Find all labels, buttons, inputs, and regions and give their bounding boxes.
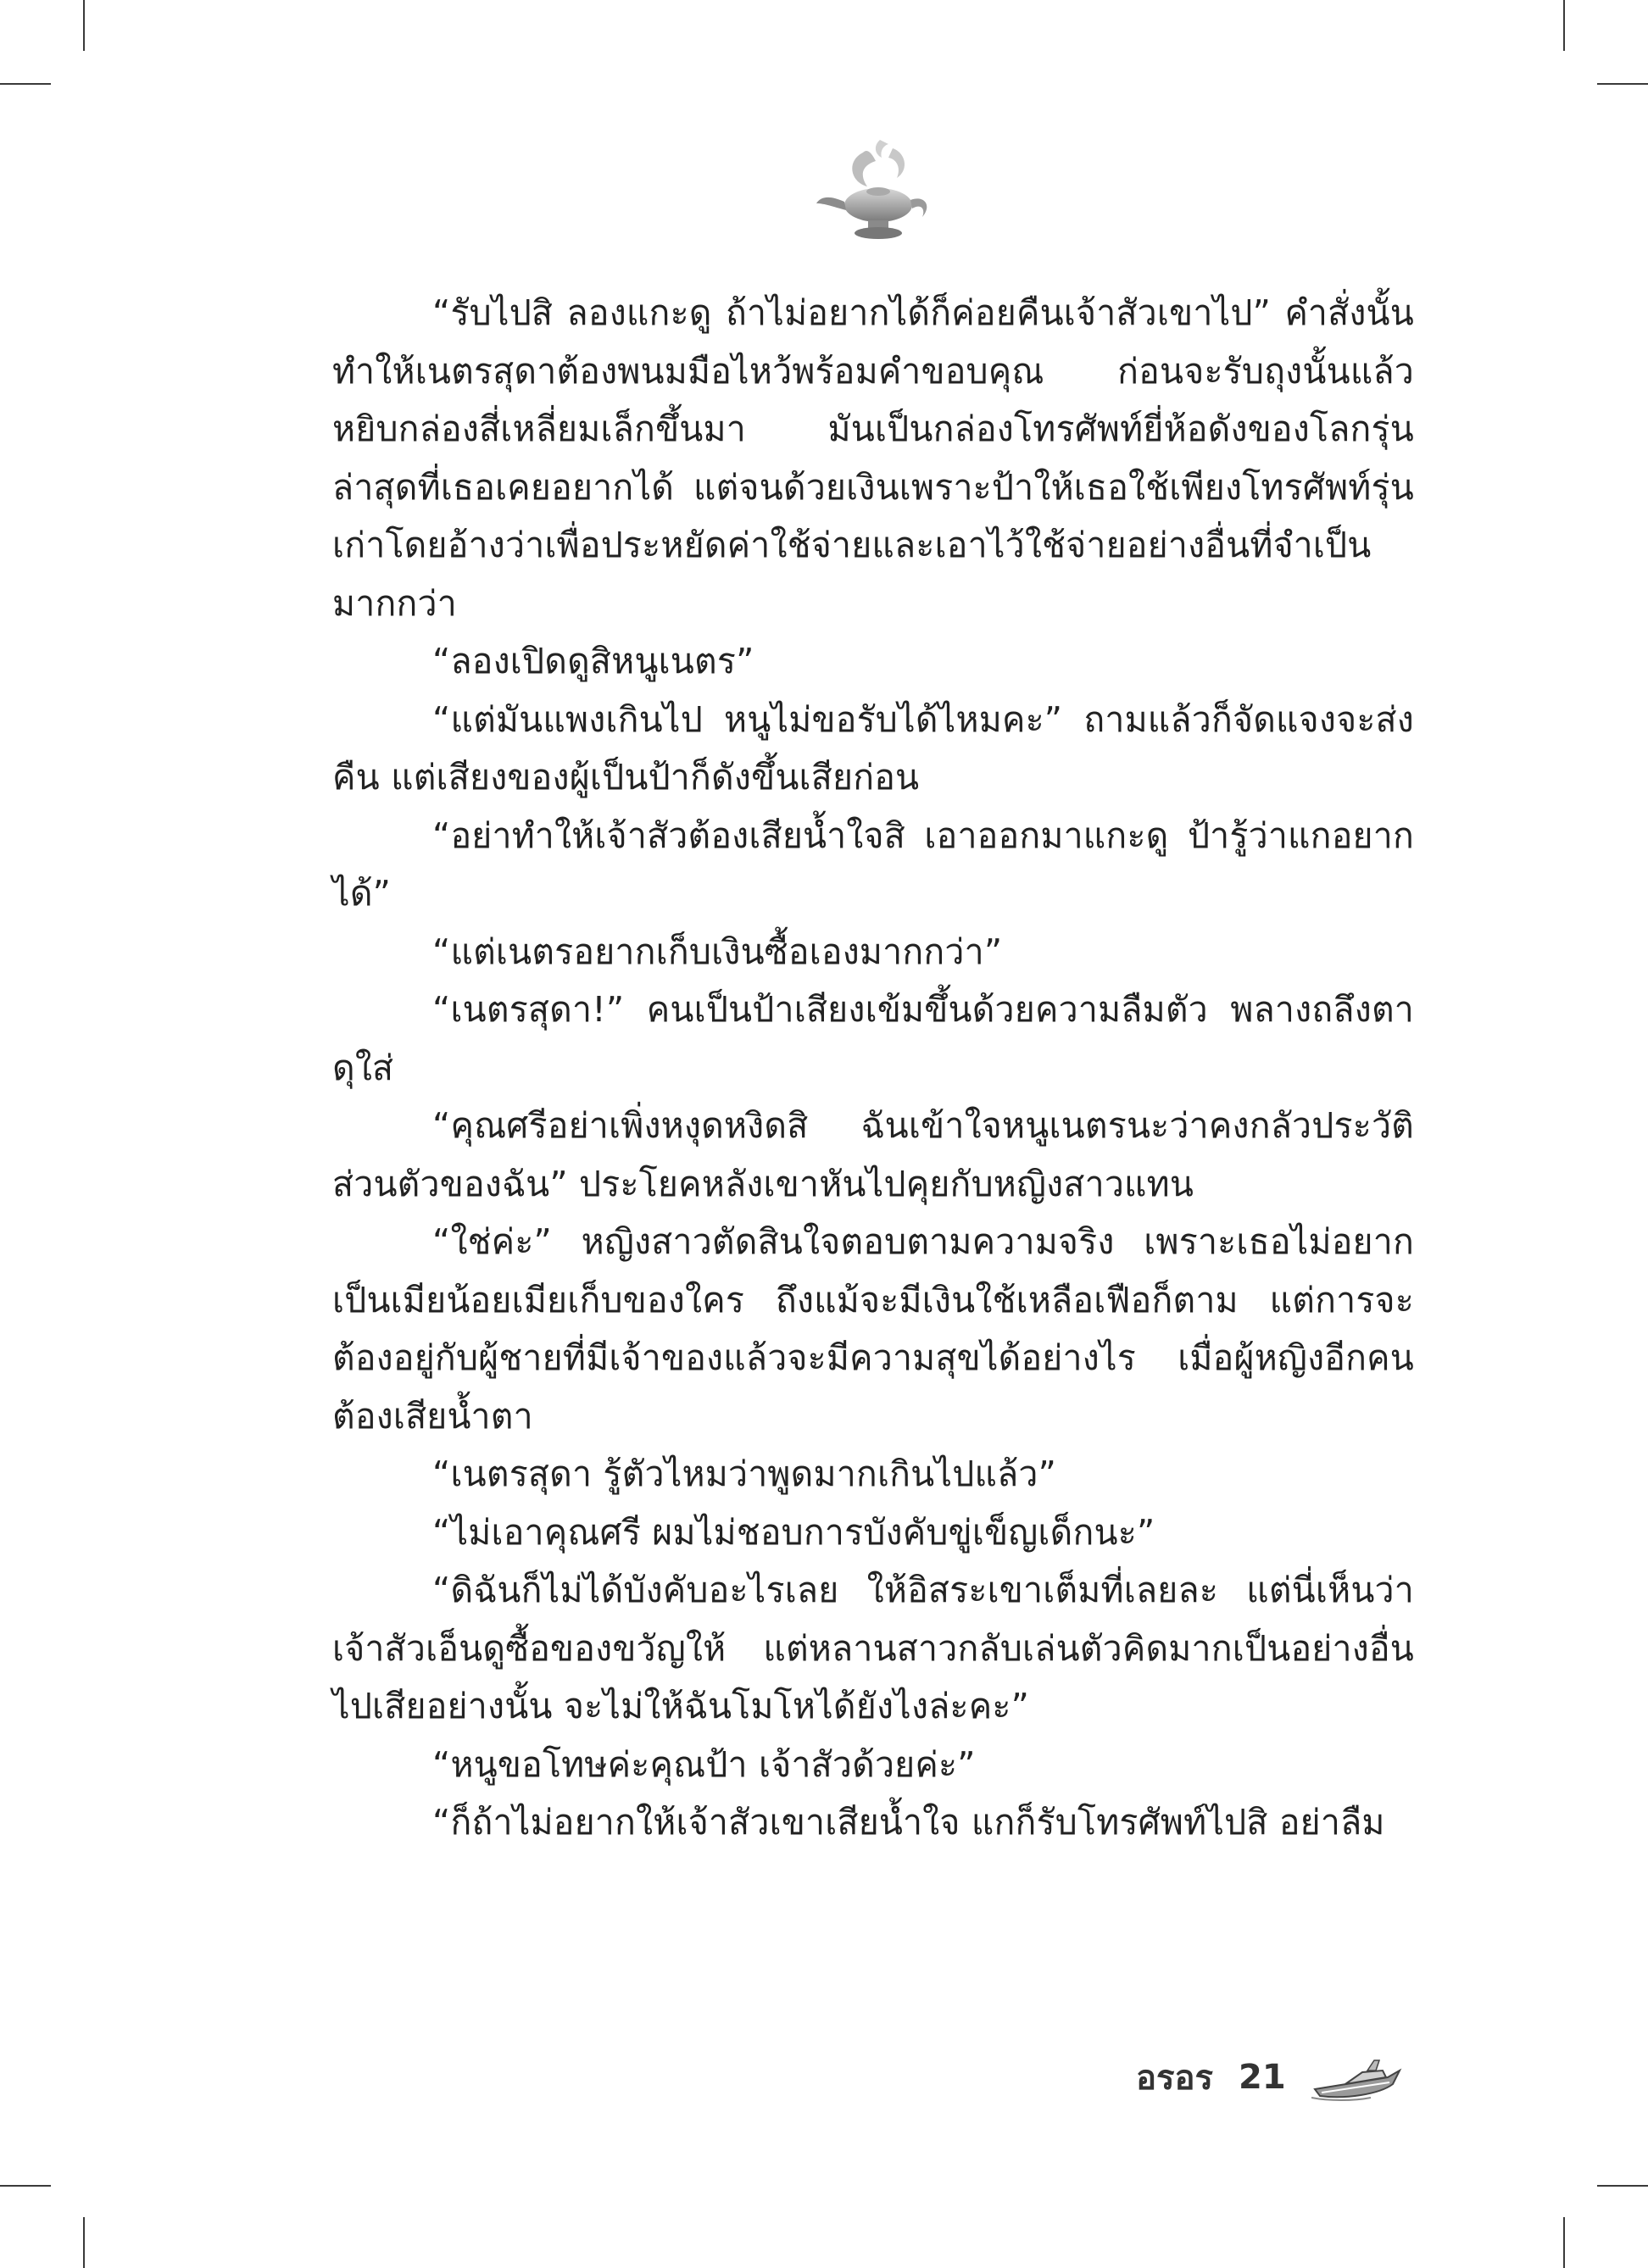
crop-mark <box>1597 83 1648 85</box>
footer-author: อรอร <box>1136 2059 1214 2098</box>
paragraph: “อย่าทำให้เจ้าสัวต้องเสียน้ำใจสิ เอาออกมาแกะดู ป้ารู้ว่าแกอยากได้” <box>332 814 1414 914</box>
paragraph: “ไม่เอาคุณศรี ผมไม่ชอบการบังคับขู่เข็ญเด็กนะ” <box>432 1511 1155 1553</box>
paragraph: “ก็ถ้าไม่อยากให้เจ้าสัวเขาเสียน้ำใจ แกก็รับโทรศัพท์ไปสิ อย่าลืม <box>432 1802 1385 1843</box>
paragraph: “หนูขอโทษค่ะคุณป้า เจ้าสัวด้วยค่ะ” <box>432 1743 976 1785</box>
crop-mark <box>1597 2185 1648 2187</box>
crop-mark <box>0 2185 51 2187</box>
paragraph: “ลองเปิดดูสิหนูเนตร” <box>432 641 754 681</box>
crop-mark <box>83 2217 85 2268</box>
paragraph: “ดิฉันก็ไม่ได้บังคับอะไรเลย ให้อิสระเขาเต็มที่เลยละ แต่นี่เห็นว่าเจ้าสัวเอ็นดูซื้อของขวัญให้ แต่หลานสาวกลับเล่นตัวคิดมากเป็นอย่างอื่นไปเสียอย่างนั้น จะไม่ให้ฉันโมโหได้ยังไงล่ะคะ” <box>332 1570 1414 1726</box>
paragraph: “เนตรสุดา รู้ตัวไหมว่าพูดมากเกินไปแล้ว” <box>432 1454 1057 1494</box>
paragraph: “แต่มันแพงเกินไป หนูไม่ขอรับได้ไหมคะ” ถามแล้วก็จัดแจงจะส่งคืน แต่เสียงของผู้เป็นป้าก็ดังขึ้นเสียก่อน <box>332 698 1414 798</box>
page-footer <box>1136 2048 1405 2107</box>
speedboat-icon <box>1311 2052 1405 2103</box>
crop-mark <box>0 83 51 85</box>
paragraph: “คุณศรีอย่าเพิ่งหงุดหงิดสิ ฉันเข้าใจหนูเนตรนะว่าคงกลัวประวัติส่วนตัวของฉัน” ประโยคหลังเขาหันไปคุยกับหญิงสาวแทน <box>332 1105 1414 1204</box>
crop-mark <box>1563 2217 1565 2268</box>
paragraph: “แต่เนตรอยากเก็บเงินซื้อเองมากกว่า” <box>432 931 1003 972</box>
paragraph: “รับไปสิ ลองแกะดู ถ้าไม่อยากได้ก็ค่อยคืนเจ้าสัวเขาไป” คำสั่งนั้นทำให้เนตรสุดาต้องพนมมือไหว้พร้อมคำขอบคุณ ก่อนจะรับถุงนั้นแล้วหยิบกล่องสี่เหลี่ยมเล็กขึ้นมา มันเป็นกล่องโทรศัพท์ยี่ห้อดังของโลกรุ่นล่าสุดที่เธอเคยอยากได้ แต่จนด้วยเงินเพราะป้าให้เธอใช้เพียงโทรศัพท์รุ่นเก่าโดยอ้างว่าเพื่อประหยัดค่าใช้จ่ายและเอาไว้ใช้จ่ายอย่างอื่นที่จำเป็นมากกว่า <box>332 292 1414 624</box>
page-number: 21 <box>1239 2058 1286 2097</box>
crop-mark <box>83 0 85 51</box>
body-text <box>332 284 1414 1852</box>
genie-lamp-icon <box>812 136 939 246</box>
crop-mark <box>1563 0 1565 51</box>
paragraph: “ใช่ค่ะ” หญิงสาวตัดสินใจตอบตามความจริง เพราะเธอไม่อยากเป็นเมียน้อยเมียเก็บของใคร ถึงแม้จะมีเงินใช้เหลือเฟือก็ตาม แต่การจะต้องอยู่กับผู้ชายที่มีเจ้าของแล้วจะมีความสุขได้อย่างไร เมื่อผู้หญิงอีกคนต้องเสียน้ำตา <box>332 1221 1414 1437</box>
paragraph: “เนตรสุดา!” คนเป็นป้าเสียงเข้มขึ้นด้วยความลืมตัว พลางถลึงตาดุใส่ <box>332 989 1414 1088</box>
